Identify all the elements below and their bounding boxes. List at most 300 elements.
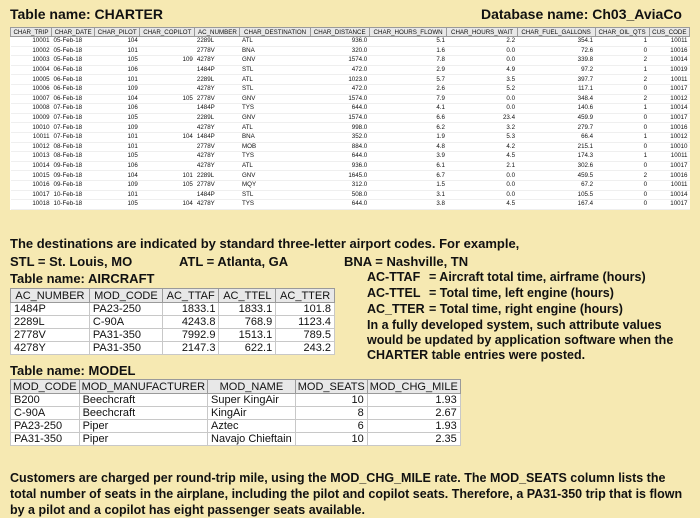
table-cell: 1645.0 <box>310 171 369 181</box>
table-cell: 0.0 <box>447 104 517 114</box>
table-cell: 104 <box>95 171 140 181</box>
table-cell: 0 <box>595 46 649 56</box>
table-cell: 05-Feb-18 <box>52 56 95 66</box>
table-cell: 1484P <box>195 104 240 114</box>
table-cell: GNV <box>240 171 310 181</box>
table-cell: 0.0 <box>447 190 517 200</box>
table-cell: 3.5 <box>447 75 517 85</box>
table-cell: 4.5 <box>447 200 517 210</box>
table-cell: 6.6 <box>369 113 447 123</box>
table-cell: 106 <box>95 104 140 114</box>
legend-ttel <box>367 286 614 300</box>
table-cell: 10017 <box>649 113 689 123</box>
table-cell: 105 <box>95 152 140 162</box>
table-cell: 104 <box>95 37 140 47</box>
legend-desc: = Aircraft total time, airframe (hours) <box>429 270 646 284</box>
table-cell <box>140 190 195 200</box>
table-cell: 05-Feb-18 <box>52 46 95 56</box>
table-cell: 472.0 <box>310 84 369 94</box>
table-cell: 936.0 <box>310 37 369 47</box>
table-cell: 6.7 <box>369 171 447 181</box>
table-cell: ATL <box>240 37 310 47</box>
table-cell: 320.0 <box>310 46 369 56</box>
table-cell: 4278Y <box>195 84 240 94</box>
table-cell: 10-Feb-18 <box>52 200 95 210</box>
table-cell: 06-Feb-18 <box>52 65 95 75</box>
table-row <box>11 104 690 114</box>
table-cell: 117.1 <box>517 84 595 94</box>
table-cell: 101 <box>140 171 195 181</box>
table-cell <box>140 84 195 94</box>
model-table-name: Table name: MODEL <box>10 363 136 378</box>
table-cell: 2778V <box>11 329 90 342</box>
table-cell: KingAir <box>208 407 296 420</box>
legend-tter <box>367 302 623 316</box>
table-row <box>11 37 690 47</box>
table-cell: 459.9 <box>517 113 595 123</box>
table-cell: 1833.1 <box>219 303 276 316</box>
model-header-row <box>11 380 461 394</box>
table-cell: 4.2 <box>447 142 517 152</box>
table-cell: 10-Feb-18 <box>52 190 95 200</box>
table-cell: 09-Feb-18 <box>52 161 95 171</box>
table-cell: STL <box>240 190 310 200</box>
table-cell: 1 <box>595 132 649 142</box>
table-cell: 4278Y <box>195 161 240 171</box>
table-cell: 5.2 <box>447 84 517 94</box>
table-row <box>11 152 690 162</box>
table-cell <box>140 142 195 152</box>
table-cell: 06-Feb-18 <box>52 75 95 85</box>
table-cell: 106 <box>95 161 140 171</box>
table-row <box>11 84 690 94</box>
table-cell: 998.0 <box>310 123 369 133</box>
table-cell: GNV <box>240 56 310 66</box>
table-cell: Beechcraft <box>79 407 207 420</box>
table-cell: 4243.8 <box>162 316 219 329</box>
table-row <box>11 171 690 181</box>
table-cell: ATL <box>240 123 310 133</box>
table-cell: 4.9 <box>447 65 517 75</box>
table-cell: 174.3 <box>517 152 595 162</box>
table-cell: 2778V <box>195 142 240 152</box>
table-cell: Piper <box>79 420 207 433</box>
table-cell: 2289L <box>195 75 240 85</box>
table-cell: 10011 <box>11 132 52 142</box>
table-cell: 1484P <box>195 65 240 75</box>
table-cell: 105 <box>140 94 195 104</box>
table-cell: 10010 <box>11 123 52 133</box>
table-row <box>11 123 690 133</box>
table-cell: 10016 <box>11 180 52 190</box>
table-cell: 101 <box>95 75 140 85</box>
table-cell: 10017 <box>649 200 689 210</box>
table-cell: 10012 <box>11 142 52 152</box>
column-header: AC_NUMBER <box>195 28 240 37</box>
column-header: CHAR_OIL_QTS <box>595 28 649 37</box>
charter-table-name: Table name: CHARTER <box>10 6 163 22</box>
legend-ttaf <box>367 270 646 284</box>
table-cell: GNV <box>240 94 310 104</box>
table-cell: MOB <box>240 142 310 152</box>
table-cell: 1023.0 <box>310 75 369 85</box>
table-cell: 5.7 <box>369 75 447 85</box>
table-cell: 2778V <box>195 180 240 190</box>
table-cell: 1833.1 <box>162 303 219 316</box>
table-cell: 106 <box>95 65 140 75</box>
table-cell: 10013 <box>11 152 52 162</box>
table-cell: 10016 <box>649 171 689 181</box>
table-cell: 10011 <box>649 75 689 85</box>
table-cell: PA23-250 <box>11 420 80 433</box>
table-cell: 109 <box>95 180 140 190</box>
table-cell: 10005 <box>11 75 52 85</box>
table-row <box>11 56 690 66</box>
table-cell: 2.1 <box>447 161 517 171</box>
column-header: MOD_CODE <box>11 380 80 394</box>
column-header: MOD_CODE <box>89 289 162 303</box>
table-cell: 07-Feb-18 <box>52 123 95 133</box>
table-cell: 7992.9 <box>162 329 219 342</box>
table-cell: 397.7 <box>517 75 595 85</box>
column-header: CHAR_COPILOT <box>140 28 195 37</box>
table-cell: 4278Y <box>195 56 240 66</box>
table-cell: 10017 <box>649 84 689 94</box>
table-cell: PA31-350 <box>89 342 162 355</box>
column-header: MOD_SEATS <box>295 380 367 394</box>
table-row <box>11 407 461 420</box>
table-cell: 10014 <box>649 56 689 66</box>
table-cell: 644.0 <box>310 104 369 114</box>
table-cell: 140.6 <box>517 104 595 114</box>
table-cell: 104 <box>140 132 195 142</box>
table-cell: BNA <box>240 46 310 56</box>
table-cell: 0.0 <box>447 56 517 66</box>
table-cell: 1 <box>595 152 649 162</box>
table-cell <box>140 46 195 56</box>
table-cell: 10016 <box>649 123 689 133</box>
table-cell: MQY <box>240 180 310 190</box>
column-header: CHAR_HOURS_FLOWN <box>369 28 447 37</box>
table-row <box>11 65 690 75</box>
table-row <box>11 190 690 200</box>
table-cell: 339.8 <box>517 56 595 66</box>
table-row <box>11 394 461 407</box>
table-row <box>11 113 690 123</box>
column-header: MOD_NAME <box>208 380 296 394</box>
table-cell: 10009 <box>11 113 52 123</box>
table-cell: 1484P <box>195 190 240 200</box>
table-cell: 4278Y <box>195 123 240 133</box>
column-header: CUS_CODE <box>649 28 689 37</box>
table-cell: PA31-350 <box>89 329 162 342</box>
column-header: CHAR_HOURS_WAIT <box>447 28 517 37</box>
table-cell: 10004 <box>11 65 52 75</box>
table-cell: 5.3 <box>447 132 517 142</box>
column-header: MOD_MANUFACTURER <box>79 380 207 394</box>
table-cell <box>140 104 195 114</box>
column-header: CHAR_FUEL_GALLONS <box>517 28 595 37</box>
update-note: In a fully developed system, such attribute values would be updated by application software when the CHARTER table entries were posted. <box>367 318 674 362</box>
table-cell: 67.2 <box>517 180 595 190</box>
table-cell: 1574.0 <box>310 56 369 66</box>
table-cell: 1123.4 <box>276 316 335 329</box>
table-cell: Piper <box>79 433 207 446</box>
table-cell: 0 <box>595 161 649 171</box>
table-cell: 4278Y <box>11 342 90 355</box>
table-cell: 1.9 <box>369 132 447 142</box>
legend-key: AC-TTAF <box>367 270 421 284</box>
table-cell: 3.1 <box>369 190 447 200</box>
table-cell: 2.35 <box>367 433 460 446</box>
table-cell: 0.0 <box>447 171 517 181</box>
aircraft-header-row <box>11 289 335 303</box>
table-cell: 08-Feb-18 <box>52 152 95 162</box>
charter-table <box>10 27 690 210</box>
table-cell: 10 <box>295 394 367 407</box>
database-name: Database name: Ch03_AviaCo <box>480 6 682 22</box>
table-cell: C-90A <box>89 316 162 329</box>
table-cell: 508.0 <box>310 190 369 200</box>
table-cell: 1574.0 <box>310 113 369 123</box>
column-header: CHAR_PILOT <box>95 28 140 37</box>
table-cell: 352.0 <box>310 132 369 142</box>
table-cell: 0.0 <box>447 180 517 190</box>
table-cell: TYS <box>240 152 310 162</box>
table-cell: 768.9 <box>219 316 276 329</box>
table-cell: 0 <box>595 84 649 94</box>
table-cell: 0.0 <box>447 94 517 104</box>
table-cell <box>140 65 195 75</box>
table-cell <box>140 123 195 133</box>
table-cell: 1574.0 <box>310 94 369 104</box>
table-cell: 08-Feb-18 <box>52 142 95 152</box>
table-cell: 0.0 <box>447 46 517 56</box>
table-cell: 1.5 <box>369 180 447 190</box>
table-row <box>11 161 690 171</box>
table-cell: 312.0 <box>310 180 369 190</box>
table-cell: 09-Feb-18 <box>52 171 95 181</box>
table-cell: C-90A <box>11 407 80 420</box>
table-cell: 2 <box>595 94 649 104</box>
table-cell: Beechcraft <box>79 394 207 407</box>
table-cell: 936.0 <box>310 161 369 171</box>
legend-key: AC-TTEL <box>367 286 421 300</box>
table-cell: 07-Feb-18 <box>52 113 95 123</box>
table-cell: ATL <box>240 161 310 171</box>
table-cell: 644.0 <box>310 200 369 210</box>
table-row <box>11 329 335 342</box>
table-cell: 104 <box>140 200 195 210</box>
legend-key: AC_TTER <box>367 302 425 316</box>
table-cell: 101.8 <box>276 303 335 316</box>
table-cell: 2.67 <box>367 407 460 420</box>
table-cell: 789.5 <box>276 329 335 342</box>
table-cell: 10011 <box>649 180 689 190</box>
table-row <box>11 342 335 355</box>
table-cell: 884.0 <box>310 142 369 152</box>
table-cell: 109 <box>140 56 195 66</box>
table-row <box>11 132 690 142</box>
table-cell: 97.2 <box>517 65 595 75</box>
table-cell: 354.1 <box>517 37 595 47</box>
table-cell: GNV <box>240 113 310 123</box>
table-cell: 0 <box>595 200 649 210</box>
table-cell: 6.1 <box>369 161 447 171</box>
table-cell: 2 <box>595 56 649 66</box>
table-cell: 1 <box>595 104 649 114</box>
table-cell: 23.4 <box>447 113 517 123</box>
table-cell: TYS <box>240 200 310 210</box>
column-header: CHAR_DISTANCE <box>310 28 369 37</box>
table-cell: 279.7 <box>517 123 595 133</box>
charter-header-row <box>11 28 690 37</box>
table-cell <box>140 37 195 47</box>
table-cell: 1484P <box>11 303 90 316</box>
table-cell: 109 <box>95 84 140 94</box>
table-cell: 2147.3 <box>162 342 219 355</box>
column-header: AC_TTEL <box>219 289 276 303</box>
table-cell: 10015 <box>11 171 52 181</box>
table-cell: 3.8 <box>369 200 447 210</box>
table-cell: 104 <box>95 94 140 104</box>
table-cell: 10018 <box>11 200 52 210</box>
table-cell: 6.2 <box>369 123 447 133</box>
table-cell: 1.6 <box>369 46 447 56</box>
table-cell: 10014 <box>649 104 689 114</box>
table-cell <box>140 152 195 162</box>
table-cell: 2778V <box>195 46 240 56</box>
table-cell: 1 <box>595 65 649 75</box>
aircraft-table <box>10 288 335 355</box>
table-cell: Navajo Chieftain <box>208 433 296 446</box>
table-cell: 105 <box>95 200 140 210</box>
table-cell: 1.93 <box>367 394 460 407</box>
table-cell: 6 <box>295 420 367 433</box>
table-cell: 7.9 <box>369 94 447 104</box>
legend-desc: = Total time, right engine (hours) <box>429 302 623 316</box>
table-cell: 0 <box>595 142 649 152</box>
table-cell: 10017 <box>11 190 52 200</box>
table-cell: 101 <box>95 142 140 152</box>
table-cell: 105.5 <box>517 190 595 200</box>
table-cell: 3.9 <box>369 152 447 162</box>
table-cell: 10011 <box>649 37 689 47</box>
table-cell: 10014 <box>649 190 689 200</box>
table-cell: 06-Feb-18 <box>52 84 95 94</box>
table-cell: 459.5 <box>517 171 595 181</box>
table-cell: 105 <box>95 56 140 66</box>
model-body <box>11 394 461 446</box>
column-header: AC_TTAF <box>162 289 219 303</box>
table-cell: 10006 <box>11 84 52 94</box>
table-cell: 09-Feb-18 <box>52 180 95 190</box>
table-cell: 1.93 <box>367 420 460 433</box>
dest-stl: STL = St. Louis, MO <box>10 254 133 269</box>
column-header: AC_NUMBER <box>11 289 90 303</box>
footer-paragraph: Customers are charged per round-trip mile, using the MOD_CHG_MILE rate. The MOD_SEATS column lists the total number of seats in the airplane, including the pilot and copilot seats. Therefore, a PA31-350 trip that is flown by a pilot and a copilot has eight passenger seats available. <box>10 471 683 517</box>
table-cell: 2 <box>595 75 649 85</box>
table-cell: 105 <box>95 113 140 123</box>
table-cell <box>140 75 195 85</box>
table-cell: 10002 <box>11 46 52 56</box>
table-cell: 622.1 <box>219 342 276 355</box>
table-cell: 109 <box>95 123 140 133</box>
table-cell: 2289L <box>195 171 240 181</box>
table-cell: 07-Feb-18 <box>52 132 95 142</box>
table-cell: 2 <box>595 171 649 181</box>
table-cell: 10011 <box>649 152 689 162</box>
table-cell: 07-Feb-18 <box>52 104 95 114</box>
destinations-intro: The destinations are indicated by standard three-letter airport codes. For example, <box>10 236 520 251</box>
table-cell: 2289L <box>195 37 240 47</box>
table-cell: 0 <box>595 190 649 200</box>
column-header: CHAR_DESTINATION <box>240 28 310 37</box>
column-header: CHAR_DATE <box>52 28 95 37</box>
charter-body <box>11 37 690 210</box>
dest-atl: ATL = Atlanta, GA <box>179 254 289 269</box>
table-cell: TYS <box>240 104 310 114</box>
dest-bna: BNA = Nashville, TN <box>344 254 469 269</box>
table-cell: PA23-250 <box>89 303 162 316</box>
table-cell: 10019 <box>649 65 689 75</box>
table-cell: 2289L <box>11 316 90 329</box>
table-cell: 4278Y <box>195 152 240 162</box>
table-cell: 472.0 <box>310 65 369 75</box>
table-cell: 101 <box>95 132 140 142</box>
table-cell: 10008 <box>11 104 52 114</box>
table-cell: 2778V <box>195 94 240 104</box>
table-cell: 167.4 <box>517 200 595 210</box>
table-row <box>11 75 690 85</box>
table-cell: 10 <box>295 433 367 446</box>
model-table <box>10 379 461 446</box>
column-header: MOD_CHG_MILE <box>367 380 460 394</box>
table-cell: 10007 <box>11 94 52 104</box>
table-cell: 101 <box>95 190 140 200</box>
aircraft-table-name: Table name: AIRCRAFT <box>10 271 155 286</box>
table-row <box>11 142 690 152</box>
table-cell: 2.2 <box>447 37 517 47</box>
table-cell: 644.0 <box>310 152 369 162</box>
column-header: CHAR_TRIP <box>11 28 52 37</box>
table-cell: 2.9 <box>369 65 447 75</box>
table-row <box>11 200 690 210</box>
table-cell: B200 <box>11 394 80 407</box>
legend-desc: = Total time, left engine (hours) <box>429 286 614 300</box>
table-cell: PA31-350 <box>11 433 80 446</box>
table-cell: 7.8 <box>369 56 447 66</box>
table-cell: STL <box>240 84 310 94</box>
table-cell: Aztec <box>208 420 296 433</box>
table-cell: 0 <box>595 113 649 123</box>
table-cell: 8 <box>295 407 367 420</box>
table-cell: 10012 <box>649 132 689 142</box>
table-cell: STL <box>240 65 310 75</box>
table-cell: 1484P <box>195 132 240 142</box>
table-cell: 348.4 <box>517 94 595 104</box>
table-cell <box>140 113 195 123</box>
table-cell <box>140 161 195 171</box>
table-cell: 10017 <box>649 161 689 171</box>
table-cell: 1513.1 <box>219 329 276 342</box>
table-row <box>11 316 335 329</box>
table-row <box>11 46 690 56</box>
table-cell: 4.5 <box>447 152 517 162</box>
table-cell: 66.4 <box>517 132 595 142</box>
table-cell: 0 <box>595 180 649 190</box>
table-cell: 72.6 <box>517 46 595 56</box>
